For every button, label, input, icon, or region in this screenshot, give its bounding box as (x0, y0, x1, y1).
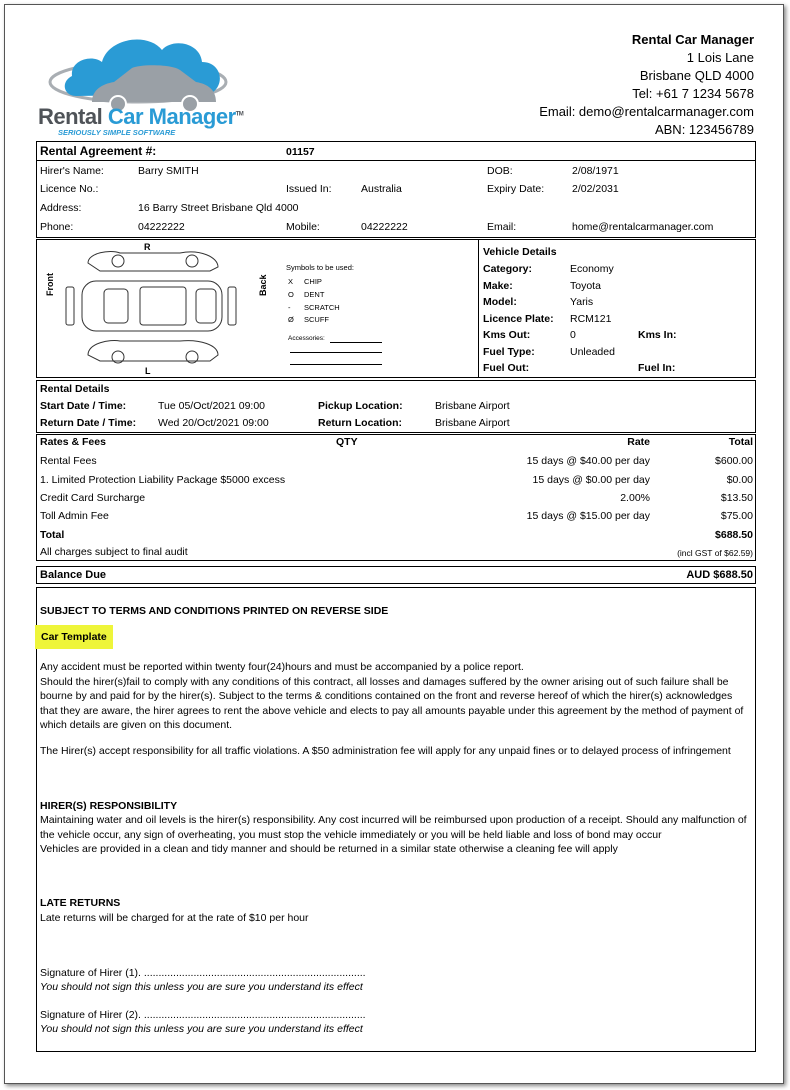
fee-row-item: Toll Admin Fee (40, 510, 109, 522)
return-label: Return Date / Time: (40, 417, 137, 429)
mobile-value: 04222222 (361, 221, 408, 233)
gst-note: (incl GST of $62.59) (677, 548, 753, 558)
category-label: Category: (483, 263, 533, 275)
model-value: Yaris (570, 296, 594, 308)
plate-label: Licence Plate: (483, 313, 554, 325)
balance-box (36, 566, 756, 584)
pickup-value: Brisbane Airport (435, 400, 510, 412)
late-returns-text: Late returns will be charged for at the rate of $10 per hour (40, 912, 309, 924)
symbol-label: SCUFF (304, 315, 329, 325)
symbol-label: SCRATCH (304, 302, 340, 312)
fee-row-rate: 15 days @ $40.00 per day (526, 455, 650, 467)
accessories-line (330, 342, 382, 343)
car-damage-diagram-icon (60, 243, 260, 377)
symbols-list (288, 276, 340, 327)
company-tel: Tel: +61 7 1234 5678 (632, 86, 754, 101)
fuel-type-label: Fuel Type: (483, 346, 535, 358)
make-value: Toyota (570, 280, 601, 292)
logo-tagline: SERIOUSLY SIMPLE SOFTWARE (58, 128, 176, 137)
start-label: Start Date / Time: (40, 400, 127, 412)
logo (36, 24, 256, 144)
kms-out-value: 0 (570, 329, 576, 341)
symbols-title: Symbols to be used: (286, 263, 354, 272)
late-returns-heading: LATE RETURNS (40, 897, 121, 909)
agreement-number: 01157 (286, 146, 315, 158)
fuel-type-value: Unleaded (570, 346, 615, 358)
fuel-out-label: Fuel Out: (483, 362, 530, 374)
accessories-line (290, 364, 382, 365)
fee-row-rate: 15 days @ $0.00 per day (532, 474, 650, 486)
dob-label: DOB: (487, 165, 513, 177)
make-label: Make: (483, 280, 513, 292)
company-address-line1: 1 Lois Lane (686, 50, 754, 65)
diagram-top-mark: R (144, 242, 151, 252)
symbol-mark: Ø (288, 315, 294, 325)
agreement-divider (36, 160, 756, 161)
symbol-mark: X (288, 277, 294, 286)
fee-row-total: $75.00 (720, 510, 753, 522)
fee-row-item: Rental Fees (40, 455, 97, 467)
fees-header-total: Total (728, 436, 753, 448)
symbol-mark: O (288, 289, 294, 299)
fees-header-qty: QTY (336, 436, 358, 448)
balance-value: AUD $688.50 (686, 569, 753, 581)
fee-row-item: 1. Limited Protection Liability Package $5000 excess (40, 474, 286, 486)
balance-label: Balance Due (40, 569, 107, 581)
expiry-value: 2/02/2031 (572, 183, 619, 195)
terms-paragraph-1 (40, 660, 752, 733)
fee-row-item: Credit Card Surcharge (40, 492, 146, 504)
address-value: 16 Barry Street Brisbane Qld 4000 (138, 202, 299, 214)
terms-text: Vehicles are provided in a clean and tidy manner and should be returned in a similar state otherwise a cleaning fee will apply (40, 843, 618, 855)
signature-block-1 (40, 966, 366, 994)
expiry-label: Expiry Date: (487, 183, 545, 195)
return-location-value: Brisbane Airport (435, 417, 510, 429)
terms-text: Should the hirer(s)fail to comply with any conditions of this contract, all losses and damages suffered by the owner arising out of such failure shall be bourne by and paid for by the hirer(s). Subject to the terms & conditions contained on the front and reverse hereof of which the hirer(s) acknowledges that they are aware, the hirer agrees to rent the above vehicle and elects to pay all amounts payable under this agreement by the method of payment of which details are given on this document. (40, 675, 744, 731)
fee-row-rate: 2.00% (620, 492, 650, 504)
vehicle-divider (478, 239, 479, 378)
hirer-value: Barry SMITH (138, 165, 199, 177)
start-value: Tue 05/Oct/2021 09:00 (158, 400, 266, 412)
company-name: Rental Car Manager (631, 32, 754, 47)
fee-row-rate: 15 days @ $15.00 per day (526, 510, 650, 522)
category-value: Economy (570, 263, 614, 275)
responsibility-text (40, 813, 752, 857)
signature-warning-2: You should not sign this unless you are sure you understand its effect (40, 1023, 363, 1035)
rental-details-title: Rental Details (40, 383, 110, 395)
terms-text: Any accident must be reported within twenty four(24)hours and must be accompanied by a police report. (40, 661, 524, 673)
mobile-label: Mobile: (286, 221, 320, 233)
responsibility-heading: HIRER(S) RESPONSIBILITY (40, 800, 178, 812)
kms-in-label: Kms In: (638, 329, 677, 341)
fee-row-total: $13.50 (720, 492, 753, 504)
pickup-label: Pickup Location: (318, 400, 403, 412)
vehicle-title: Vehicle Details (483, 246, 557, 258)
car-template-highlight (35, 627, 113, 645)
email-label: Email: (487, 221, 517, 233)
fuel-in-label: Fuel In: (638, 362, 676, 374)
company-email: Email: demo@rentalcarmanager.com (539, 104, 754, 119)
phone-label: Phone: (40, 221, 74, 233)
logo-tm: TM (235, 111, 244, 118)
logo-wordmark (38, 104, 243, 130)
dob-value: 2/08/1971 (572, 165, 619, 177)
signature-line-1: Signature of Hirer (1). ............................................................................ (40, 967, 366, 979)
fees-total-value: $688.50 (715, 529, 753, 541)
accessories-label: Accessories: (288, 335, 325, 342)
hirer-label: Hirer's Name: (40, 165, 104, 177)
symbol-item (288, 314, 340, 327)
fee-row-total: $600.00 (715, 455, 753, 467)
phone-value: 04222222 (138, 221, 185, 233)
signature-warning-1: You should not sign this unless you are sure you understand its effect (40, 981, 363, 993)
kms-out-label: Kms Out: (483, 329, 531, 341)
terms-text: Maintaining water and oil levels is the hirer(s) responsibility. Any cost incurred will be reimbursed upon production of a receipt. Should any malfunction of the vehicle occur, any sign of overheating, you must stop the vehicle immediately or you will be held liable and loss of bond may occur (40, 814, 747, 841)
diagram-front-label: Front (45, 273, 55, 296)
fees-header-rate: Rate (627, 436, 650, 448)
diagram-back-label: Back (258, 274, 268, 296)
symbol-item (288, 276, 340, 289)
return-value: Wed 20/Oct/2021 09:00 (158, 417, 269, 429)
plate-value: RCM121 (570, 313, 612, 325)
fee-row-total: $0.00 (726, 474, 753, 486)
terms-paragraph-2: The Hirer(s) accept responsibility for all traffic violations. A $50 administration fee will apply for any unpaid fines or to delayed process of infringement (40, 745, 731, 757)
company-address-line2: Brisbane QLD 4000 (639, 68, 754, 83)
company-info (539, 31, 754, 139)
company-abn: ABN: 123456789 (654, 122, 754, 137)
issued-value: Australia (361, 183, 402, 195)
model-label: Model: (483, 296, 517, 308)
agreement-title: Rental Agreement #: (40, 144, 157, 158)
fees-total-label: Total (40, 529, 65, 541)
licence-label: Licence No.: (40, 183, 99, 195)
terms-heading: SUBJECT TO TERMS AND CONDITIONS PRINTED ON REVERSE SIDE (40, 605, 389, 617)
logo-brand-accent: Car Manager (107, 104, 236, 129)
symbol-item (288, 302, 340, 315)
symbol-label: DENT (304, 289, 325, 299)
audit-note: All charges subject to final audit (40, 546, 188, 558)
symbol-item (288, 289, 340, 302)
symbol-mark: - (288, 302, 291, 312)
issued-label: Issued In: (286, 183, 332, 195)
address-label: Address: (40, 202, 82, 214)
signature-line-2: Signature of Hirer (2). ............................................................................ (40, 1009, 366, 1021)
email-value: home@rentalcarmanager.com (572, 221, 714, 233)
signature-block-2 (40, 1008, 366, 1036)
symbol-label: CHIP (304, 277, 322, 286)
car-template-label: Car Template (35, 625, 113, 649)
fees-header-item: Rates & Fees (40, 436, 106, 448)
logo-brand-prefix: Rental (38, 104, 108, 129)
diagram-bottom-mark: L (145, 366, 151, 376)
return-location-label: Return Location: (318, 417, 402, 429)
accessories-line (290, 352, 382, 353)
